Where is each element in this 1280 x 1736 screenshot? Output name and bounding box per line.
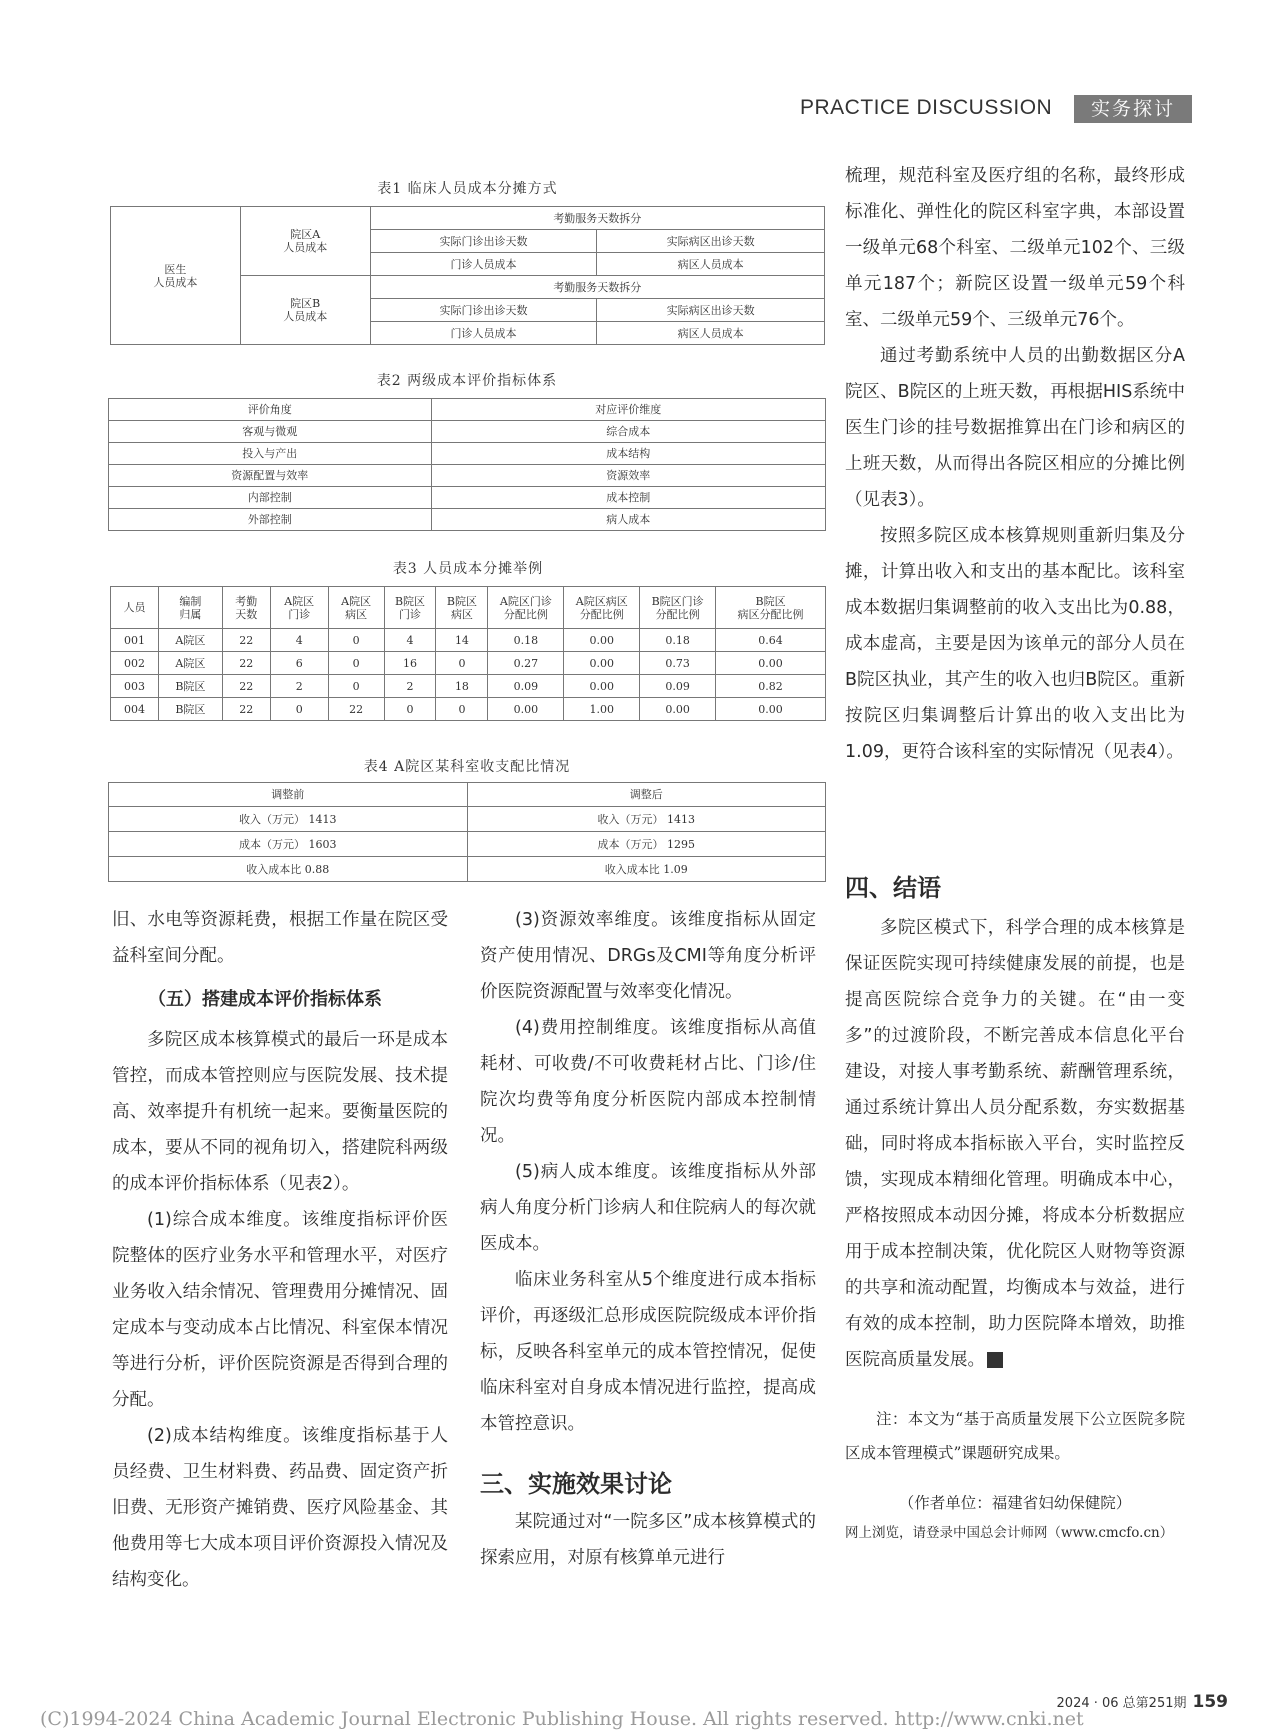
table3-cell: 0 [328, 652, 384, 675]
table3-cell: 22 [222, 652, 270, 675]
table2-head-cell: 对应评价维度 [431, 399, 825, 421]
paragraph: 某院通过对“一院多区”成本核算模式的探索应用，对原有核算单元进行 [480, 1512, 816, 1568]
table3-cell: 2 [384, 675, 436, 698]
table3-cell: B院区 [158, 675, 222, 698]
table3-cell: 0.27 [488, 652, 564, 675]
table3-cell: 4 [384, 629, 436, 652]
table1-a-outpatient-days: 实际门诊出诊天数 [370, 230, 597, 253]
table3-cell: 004 [111, 698, 159, 721]
table3-cell: 0 [270, 698, 328, 721]
table3-cell: A院区 [158, 629, 222, 652]
paragraph: (1)综合成本维度。该维度指标评价医院整体的医疗业务水平和管理水平，对医疗业务收入结余情况、管理费用分摊情况、固定成本与变动成本占比情况、科室保本情况等进行分析，评价医院资源是否得到合理的分配。 [112, 1210, 448, 1410]
table3-head-cell: B院区 病区 [436, 587, 488, 629]
table4-cell: 收入成本比 0.88 [109, 857, 468, 882]
table3-cell: 0.00 [640, 698, 716, 721]
table2-cell: 投入与产出 [109, 443, 432, 465]
table3-cell: 0.18 [640, 629, 716, 652]
table3-cell: 0 [328, 629, 384, 652]
table1-a-method: 考勤服务天数拆分 [370, 207, 824, 230]
table2-cell: 资源配置与效率 [109, 465, 432, 487]
table1 [110, 206, 825, 345]
table3-cell: 22 [222, 675, 270, 698]
table1-a-ward-cost: 病区人员成本 [597, 253, 825, 276]
paragraph: 旧、水电等资源耗费，根据工作量在院区受益科室间分配。 [112, 910, 448, 966]
table2-cell: 成本控制 [431, 487, 825, 509]
author-affiliation: （作者单位：福建省妇幼保健院） [898, 1494, 1132, 1512]
table3-cell: 22 [222, 698, 270, 721]
table4-cell: 成本（万元） 1603 [109, 832, 468, 857]
web-link: 网上浏览，请登录中国总会计师网（www.cmcfo.cn） [845, 1525, 1174, 1541]
table2-cell: 内部控制 [109, 487, 432, 509]
table3 [110, 586, 826, 721]
table1-a-ward-days: 实际病区出诊天数 [597, 230, 825, 253]
table1-a-outpatient-cost: 门诊人员成本 [370, 253, 597, 276]
table3-head-cell: A院区 门诊 [270, 587, 328, 629]
table3-cell: 0.82 [716, 675, 826, 698]
table3-cell: 16 [384, 652, 436, 675]
table3-head-cell: B院区 门诊 [384, 587, 436, 629]
table2-cell: 外部控制 [109, 509, 432, 531]
table3-cell: 6 [270, 652, 328, 675]
table1-b-method: 考勤服务天数拆分 [370, 276, 824, 299]
table3-cell: 0.00 [488, 698, 564, 721]
table3-cell: 1.00 [564, 698, 640, 721]
table3-head-cell: A院区门诊 分配比例 [488, 587, 564, 629]
table2-caption: 表2 两级成本评价指标体系 [376, 373, 558, 389]
table4-head-cell: 调整后 [467, 783, 826, 807]
right-column-bottom [845, 868, 1185, 1546]
table4 [108, 782, 826, 882]
table4-cell: 收入（万元） 1413 [109, 807, 468, 832]
table3-head-cell: 人员 [111, 587, 159, 629]
table3-cell: 002 [111, 652, 159, 675]
table3-cell: 0.09 [640, 675, 716, 698]
section-label-cn: 实务探讨 [1074, 95, 1192, 123]
paragraph: 通过考勤系统中人员的出勤数据区分A院区、B院区的上班天数，再根据HIS系统中医生门诊的挂号数据推算出在门诊和病区的上班天数，从而得出各院区相应的分摊比例（见表3）。 [845, 346, 1185, 510]
table3-head-cell: B院区 病区分配比例 [716, 587, 826, 629]
table2-head-cell: 评价角度 [109, 399, 432, 421]
table4-head-cell: 调整前 [109, 783, 468, 807]
table1-caption: 表1 临床人员成本分摊方式 [377, 181, 558, 197]
paragraph: (4)费用控制维度。该维度指标从高值耗材、可收费/不可收费耗材占比、门诊/住院次均费等角度分析医院内部成本控制情况。 [480, 1018, 816, 1146]
section-heading-conclusion: 四、结语 [845, 874, 941, 902]
paragraph: 多院区成本核算模式的最后一环是成本管控，而成本管控则应与医院发展、技术提高、效率提升有机统一起来。要衡量医院的成本，要从不同的视角切入，搭建院科两级的成本评价指标体系（见表2）。 [112, 1030, 448, 1194]
table3-cell: 0 [436, 652, 488, 675]
table4-cell: 收入（万元） 1413 [467, 807, 826, 832]
table4-caption: 表4 A院区某科室收支配比情况 [363, 759, 571, 775]
table3-head-cell: A院区 病区 [328, 587, 384, 629]
table1-b-ward-cost: 病区人员成本 [597, 322, 825, 345]
table3-cell: 22 [222, 629, 270, 652]
table2-cell: 资源效率 [431, 465, 825, 487]
paragraph: 临床业务科室从5个维度进行成本指标评价，再逐级汇总形成医院院级成本评价指标，反映各科室单元的成本管控情况，促使临床科室对自身成本情况进行监控，提高成本管控意识。 [480, 1270, 816, 1434]
paragraph: 多院区模式下，科学合理的成本核算是保证医院实现可持续健康发展的前提，也是提高医院综合竞争力的关键。在“由一变多”的过渡阶段，不断完善成本信息化平台建设，对接人事考勤系统、薪酬管理系统，通过系统计算出人员分配系数，夯实数据基础，同时将成本指标嵌入平台，实时监控反馈，实现成本精细化管理。明确成本中心，严格按照成本动因分摊，将成本分析数据应用于成本控制决策，优化院区人财物等资源的共享和流动配置，均衡成本与效益，进行有效的成本控制，助力医院降本增效，助推医院高质量发展。 [845, 918, 1185, 1370]
table3-cell: 0.00 [564, 652, 640, 675]
table2-cell: 客观与微观 [109, 421, 432, 443]
issue-label: 2024 · 06 总第251期 [1056, 1696, 1187, 1711]
table3-cell: 0.73 [640, 652, 716, 675]
table3-cell: 14 [436, 629, 488, 652]
table3-cell: 4 [270, 629, 328, 652]
table3-cell: 0.09 [488, 675, 564, 698]
table3-cell: B院区 [158, 698, 222, 721]
table3-head-cell: 编制 归属 [158, 587, 222, 629]
table2 [108, 398, 826, 531]
table1-b-outpatient-cost: 门诊人员成本 [370, 322, 597, 345]
table3-cell: 2 [270, 675, 328, 698]
end-mark-icon: C [987, 1352, 1003, 1368]
table3-cell: 0.64 [716, 629, 826, 652]
table3-cell: 0 [436, 698, 488, 721]
table3-head-cell: B院区门诊 分配比例 [640, 587, 716, 629]
paragraph: (5)病人成本维度。该维度指标从外部病人角度分析门诊病人和住院病人的每次就医成本。 [480, 1162, 816, 1254]
section-label-en: PRACTICE DISCUSSION [800, 96, 1053, 119]
paragraph: 按照多院区成本核算规则重新归集及分摊，计算出收入和支出的基本配比。该科室成本数据归集调整前的收入支出比为0.88，成本虚高，主要是因为该单元的部分人员在B院区执业，其产生的收入也归B院区。重新按院区归集调整后计算出的收入支出比为1.09，更符合该科室的实际情况（见表4）。 [845, 526, 1185, 762]
table3-head-cell: A院区病区 分配比例 [564, 587, 640, 629]
paragraph: 梳理，规范科室及医疗组的名称，最终形成标准化、弹性化的院区科室字典，本部设置一级单元68个科室、二级单元102个、三级单元187个；新院区设置一级单元59个科室、二级单元59个、三级单元76个。 [845, 166, 1185, 330]
table3-caption: 表3 人员成本分摊举例 [392, 561, 544, 577]
table2-cell: 病人成本 [431, 509, 825, 531]
copyright-watermark: (C)1994-2024 China Academic Journal Electronic Publishing House. All rights reserved. http://www.cnki.net [40, 1708, 1084, 1730]
table3-cell: 0 [384, 698, 436, 721]
paragraph: (2)成本结构维度。该维度指标基于人员经费、卫生材料费、药品费、固定资产折旧费、无形资产摊销费、医疗风险基金、其他费用等七大成本项目评价资源投入情况及结构变化。 [112, 1426, 448, 1590]
right-column-top [845, 158, 1185, 770]
table3-cell: 0.18 [488, 629, 564, 652]
table3-cell: 0 [328, 675, 384, 698]
table3-cell: 003 [111, 675, 159, 698]
page-number: 159 [1192, 1692, 1228, 1712]
left-column [112, 902, 448, 1598]
table3-cell: 0.00 [716, 698, 826, 721]
table3-cell: 0.00 [564, 675, 640, 698]
table1-b-ward-days: 实际病区出诊天数 [597, 299, 825, 322]
section-heading-3: 三、实施效果讨论 [480, 1470, 672, 1498]
table3-cell: A院区 [158, 652, 222, 675]
table1-b-label: 院区B 人员成本 [240, 276, 370, 345]
table2-cell: 成本结构 [431, 443, 825, 465]
table3-cell: 0.00 [716, 652, 826, 675]
section-heading-5: （五）搭建成本评价指标体系 [148, 989, 382, 1010]
table1-a-label: 院区A 人员成本 [240, 207, 370, 276]
table1-b-outpatient-days: 实际门诊出诊天数 [370, 299, 597, 322]
table3-cell: 001 [111, 629, 159, 652]
table2-cell: 综合成本 [431, 421, 825, 443]
table4-cell: 收入成本比 1.09 [467, 857, 826, 882]
table1-row-head: 医生 人员成本 [111, 207, 241, 345]
table3-cell: 0.00 [564, 629, 640, 652]
table4-cell: 成本（万元） 1295 [467, 832, 826, 857]
research-note: 注：本文为“基于高质量发展下公立医院多院区成本管理模式”课题研究成果。 [845, 1410, 1185, 1462]
table3-head-cell: 考勤 天数 [222, 587, 270, 629]
paragraph: (3)资源效率维度。该维度指标从固定资产使用情况、DRGs及CMI等角度分析评价医院资源配置与效率变化情况。 [480, 910, 816, 1002]
table3-cell: 22 [328, 698, 384, 721]
middle-column [480, 902, 816, 1576]
table3-cell: 18 [436, 675, 488, 698]
